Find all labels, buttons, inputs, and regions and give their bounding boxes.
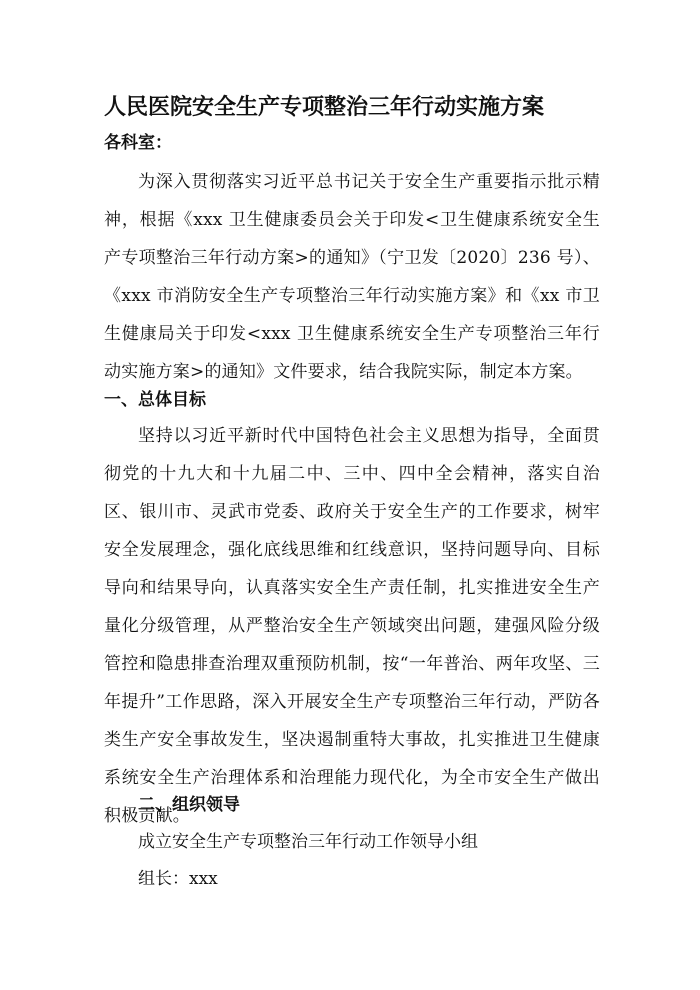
salutation: 各科室： — [104, 133, 172, 153]
section-heading-leadership: 二、组织领导 — [138, 795, 240, 815]
document-title: 人民医院安全生产专项整治三年行动实施方案 — [104, 95, 545, 120]
leadership-group-line: 成立安全生产专项整治三年行动工作领导小组 — [138, 832, 478, 852]
section-heading-goals: 一、总体目标 — [104, 390, 206, 410]
goals-paragraph: 坚持以习近平新时代中国特色社会主义思想为指导，全面贯彻党的十九大和十九届二中、三中、四中全会精神，落实自治区、银川市、灵武市党委、政府关于安全生产的工作要求，树牢安全发展理念，强化底线思维和红线意识，坚持问题导向、目标导向和结果导向，认真落实安全生产责任制，扎实推进安全生产量化分级管理，从严整治安全生产领域突出问题，建强风险分级管控和隐患排查治理双重预防机制，按“一年普治、两年攻坚、三年提升”工作思路，深入开展安全生产专项整治三年行动，严防各类生产安全事故发生，坚决遏制重特大事故，扎实推进卫生健康系统安全生产治理体系和治理能力现代化，为全市安全生产做出积极贡献。 — [104, 426, 600, 826]
intro-paragraph: 为深入贯彻落实习近平总书记关于安全生产重要指示批示精神，根据《xxx 卫生健康委员会关于印发<卫生健康系统安全生产专项整治三年行动方案>的通知》（宁卫发〔2020〕236 号）、《xxx 市消防安全生产专项整治三年行动实施方案》和《xx 市卫生健康局关于印发<xxx 卫生健康系统安全生产专项整治三年行动实施方案>的通知》文件要求，结合我院实际，制定本方案。 — [104, 172, 600, 382]
group-leader-line: 组长：xxx — [138, 869, 218, 889]
